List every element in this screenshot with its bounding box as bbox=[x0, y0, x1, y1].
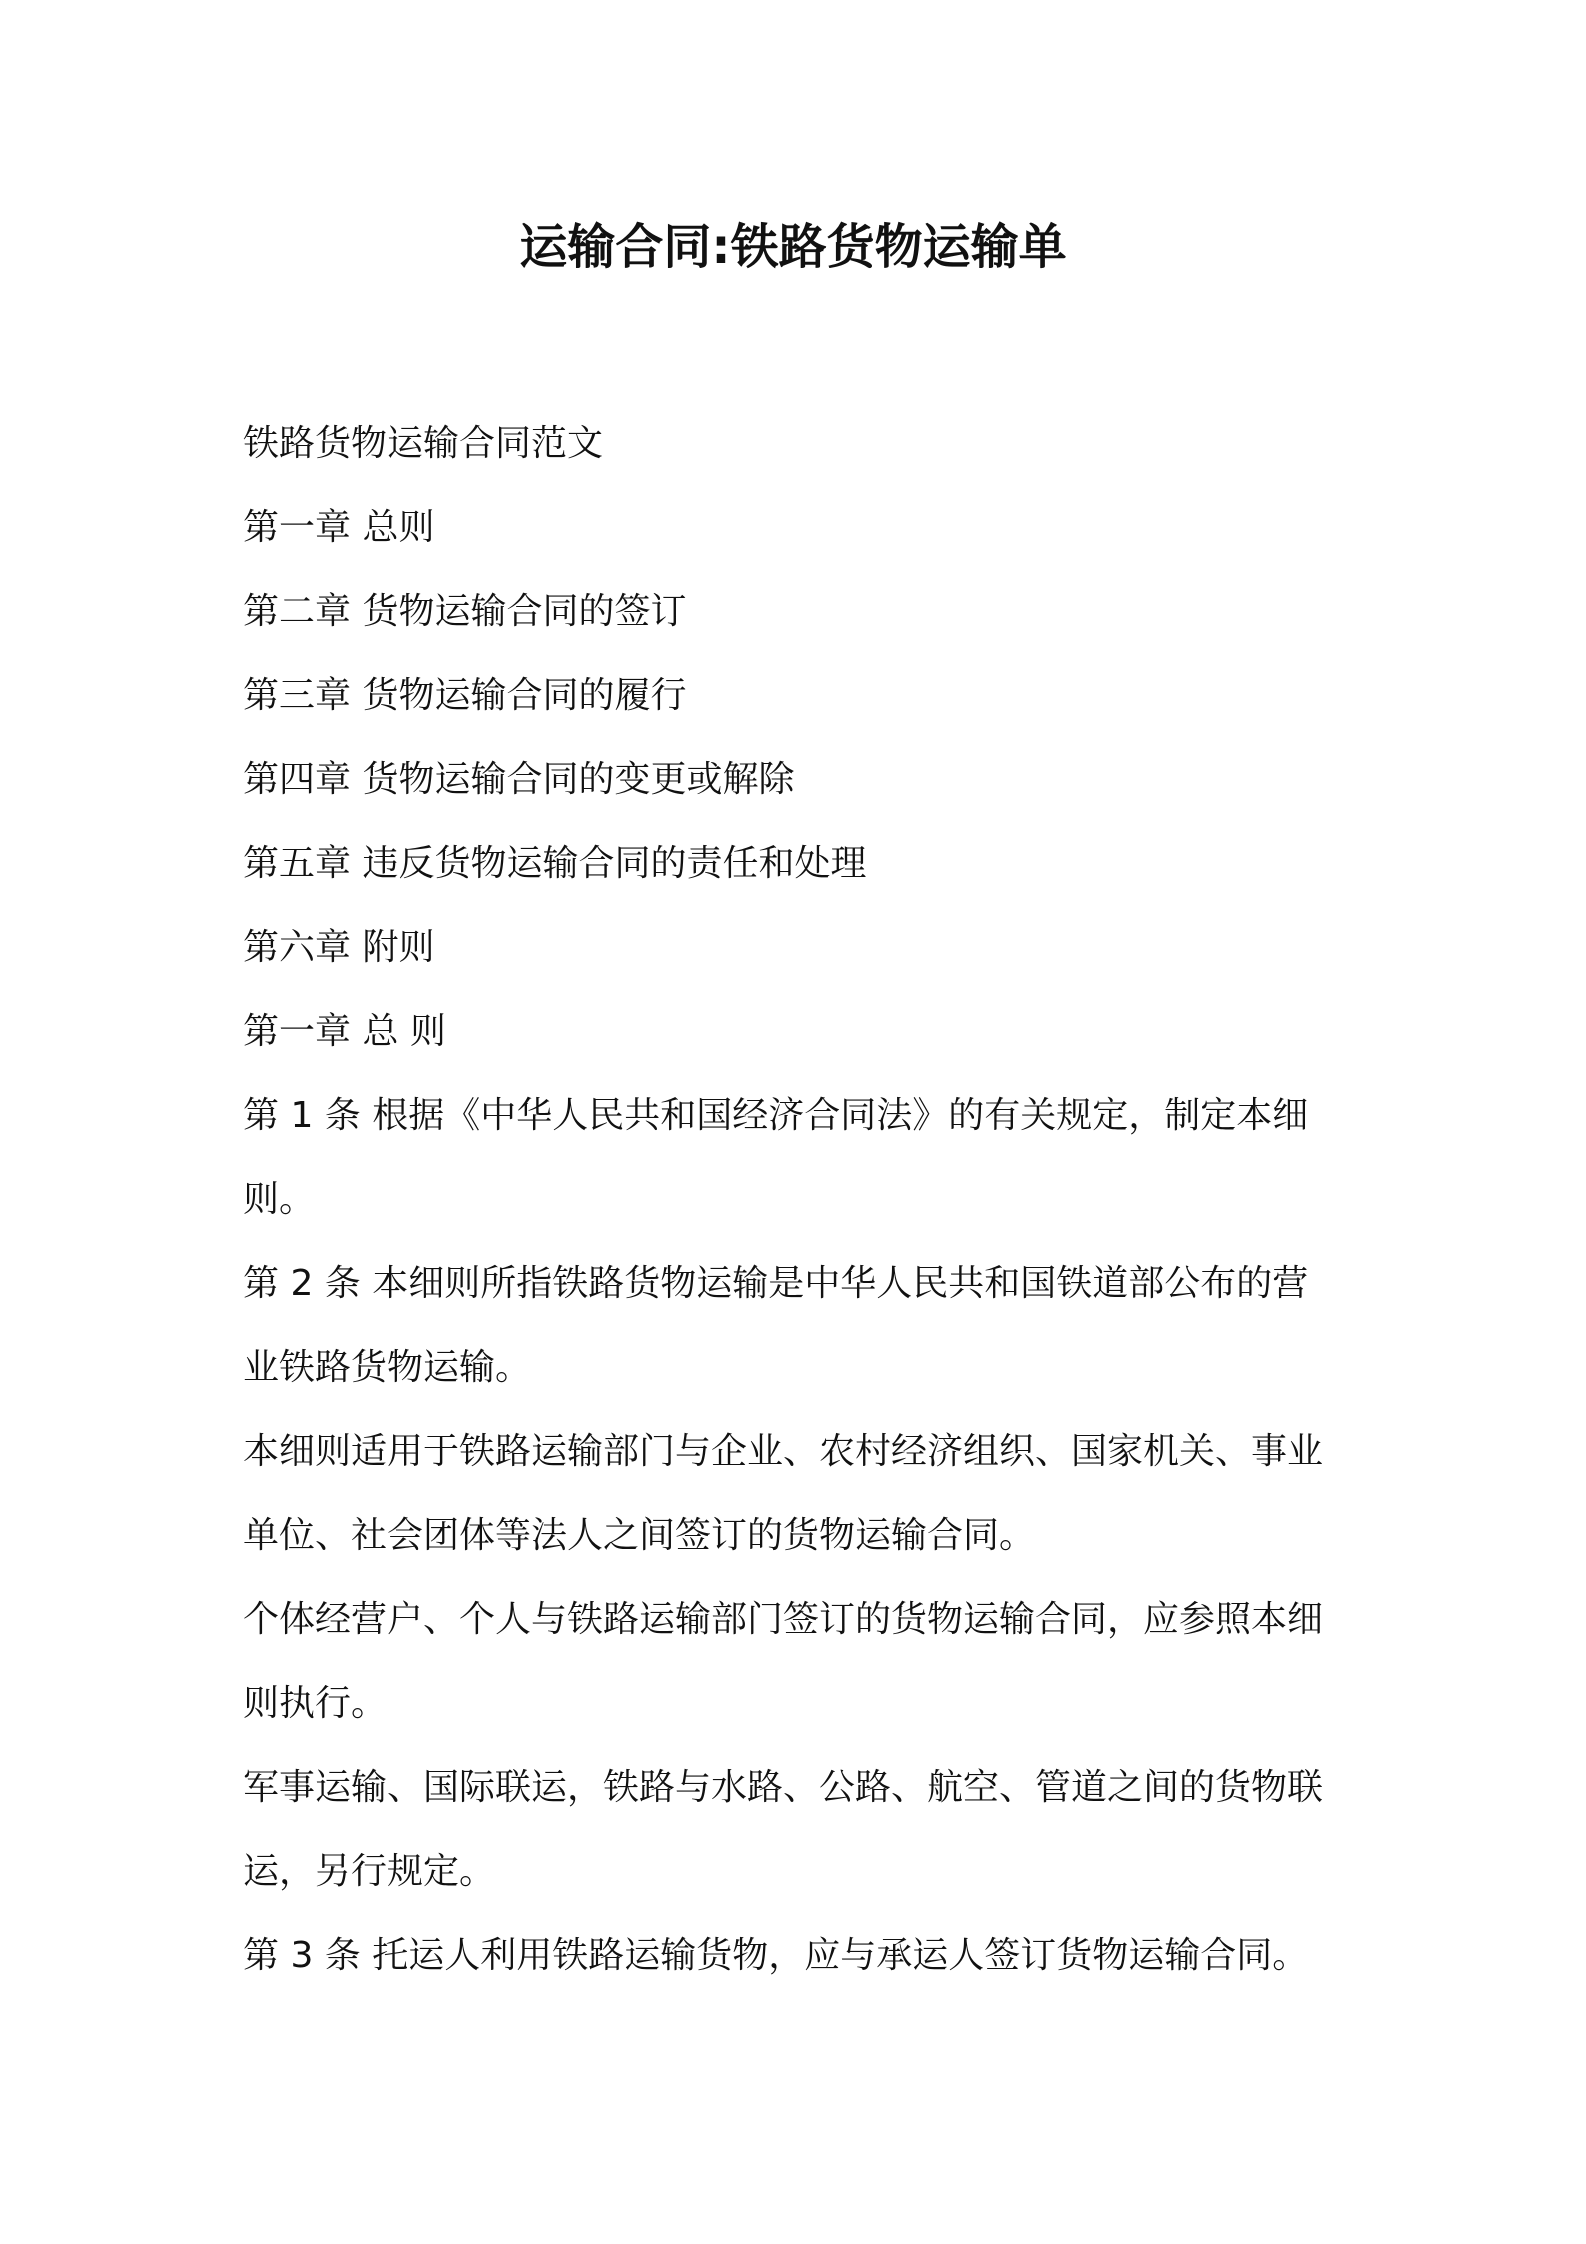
scope-paragraph-line-1: 本细则适用于铁路运输部门与企业、农村经济组织、国家机关、事业 bbox=[243, 1431, 1324, 1472]
article-2-line-2: 业铁路货物运输。 bbox=[243, 1347, 532, 1388]
article-1-line-1: 第 1 条 根据《中华人民共和国经济合同法》的有关规定，制定本细 bbox=[243, 1095, 1309, 1136]
individual-paragraph-line-1: 个体经营户、个人与铁路运输部门签订的货物运输合同，应参照本细 bbox=[243, 1599, 1324, 1640]
chapter-1-heading: 第一章 总 则 bbox=[243, 1011, 446, 1052]
military-paragraph-line-2: 运，另行规定。 bbox=[243, 1851, 496, 1892]
individual-paragraph-line-2: 则执行。 bbox=[243, 1683, 388, 1724]
toc-chapter-6: 第六章 附则 bbox=[243, 927, 435, 968]
toc-chapter-4: 第四章 货物运输合同的变更或解除 bbox=[243, 759, 795, 800]
toc-heading: 铁路货物运输合同范文 bbox=[243, 423, 604, 464]
document-body bbox=[243, 402, 1359, 1998]
scope-paragraph-line-2: 单位、社会团体等法人之间签订的货物运输合同。 bbox=[243, 1515, 1036, 1556]
article-1-line-2: 则。 bbox=[243, 1179, 316, 1220]
toc-chapter-3: 第三章 货物运输合同的履行 bbox=[243, 675, 687, 716]
toc-chapter-1: 第一章 总则 bbox=[243, 507, 435, 548]
toc-chapter-5: 第五章 违反货物运输合同的责任和处理 bbox=[243, 843, 867, 884]
article-3-line-1: 第 3 条 托运人利用铁路运输货物，应与承运人签订货物运输合同。 bbox=[243, 1935, 1309, 1976]
article-2-line-1: 第 2 条 本细则所指铁路货物运输是中华人民共和国铁道部公布的营 bbox=[243, 1263, 1309, 1304]
toc-chapter-2: 第二章 货物运输合同的签订 bbox=[243, 591, 687, 632]
document-title: 运输合同:铁路货物运输单 bbox=[519, 219, 1067, 275]
military-paragraph-line-1: 军事运输、国际联运，铁路与水路、公路、航空、管道之间的货物联 bbox=[243, 1767, 1324, 1808]
